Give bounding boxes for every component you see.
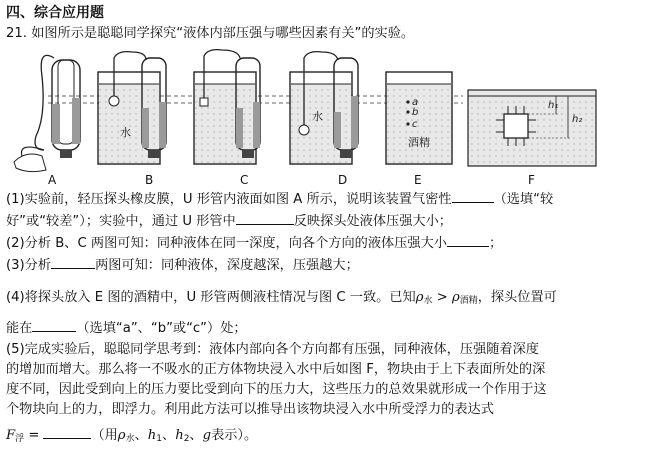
panel-c: [194, 50, 260, 164]
panel-b: [98, 52, 166, 164]
panel-label-b: B: [145, 173, 154, 186]
panel-e: [386, 72, 452, 164]
answer-blank-1b[interactable]: [236, 210, 294, 225]
dim-label-h2: h₂: [572, 114, 583, 125]
liquid-label-alcohol: 酒精: [408, 136, 430, 149]
question-text: 如图所示是聪聪同学探究“液体内部压强与哪些因素有关”的实验。: [31, 26, 415, 41]
panel-a: [14, 55, 80, 171]
question-intro: [6, 22, 414, 41]
subquestion-5: (5)完成实验后，聪聪同学思考到：液体内部向各个方向都有压强，同种液体，压强随着深度 的增加而增大。那么将一不吸水的正方体物块浸入水中后如图 F，物块由于上下表面所处的深 度不同，因此受到向上的压力要比受到向下的压力大，这些压力的总效果就形成一个作用于这 个物块向上的力，即浮力。利用此方法可以推导出该物块浸入水中所受浮力的表达式 $F_浮$ = （用$\rho_水$、$h_1$、$h_2$、g表示）。: [6, 342, 547, 444]
subquestion-4: (4)将探头放入 E 图的酒精中，U 形管两侧液柱情况与图 C 一致。已知$\rho_水 > \rho_{酒精}$，探头位置可 能在 （选填“a”、“b”或“c”）处；: [6, 290, 557, 336]
point-label-b: b: [412, 107, 419, 118]
liquid-label-water-b: 水: [120, 126, 131, 139]
panel-label-e: E: [414, 173, 422, 186]
section-heading: 四、综合应用题: [6, 5, 104, 21]
answer-blank-5[interactable]: [43, 424, 91, 439]
subquestion-1: (1)实验前，轻压探头橡皮膜，U 形管内液面如图 A 所示，说明该装置气密性 （选填“较 好”或“较差”）；实验中，通过 U 形管中 反映探头处液体压强大小；: [6, 188, 662, 232]
panel-label-c: C: [240, 173, 249, 186]
question-number: 21.: [6, 26, 27, 41]
answer-blank-2[interactable]: [447, 232, 489, 247]
subquestion-2: (2)分析 B、C 两图可知：同种液体在同一深度，向各个方向的液体压强大小 ；: [6, 232, 662, 254]
panel-label-f: F: [528, 173, 535, 186]
dim-label-h1: h₁: [548, 100, 559, 111]
rho-symbol: ρ: [415, 290, 424, 305]
panel-d: [290, 52, 358, 164]
subquestion-3: (3)分析 两图可知：同种液体，深度越深，压强越大；: [6, 254, 662, 276]
apparatus-figure: [8, 46, 660, 186]
liquid-label-water-d: 水: [312, 110, 323, 123]
answer-blank-1a[interactable]: [452, 188, 494, 203]
panel-f: [468, 90, 596, 166]
panel-label-d: D: [338, 173, 348, 186]
buoyancy-symbol: F: [6, 428, 16, 443]
point-label-a: a: [412, 97, 419, 108]
point-label-c: c: [412, 119, 418, 130]
answer-blank-3[interactable]: [51, 254, 95, 269]
panel-label-a: A: [48, 173, 57, 186]
answer-blank-4[interactable]: [32, 317, 76, 332]
